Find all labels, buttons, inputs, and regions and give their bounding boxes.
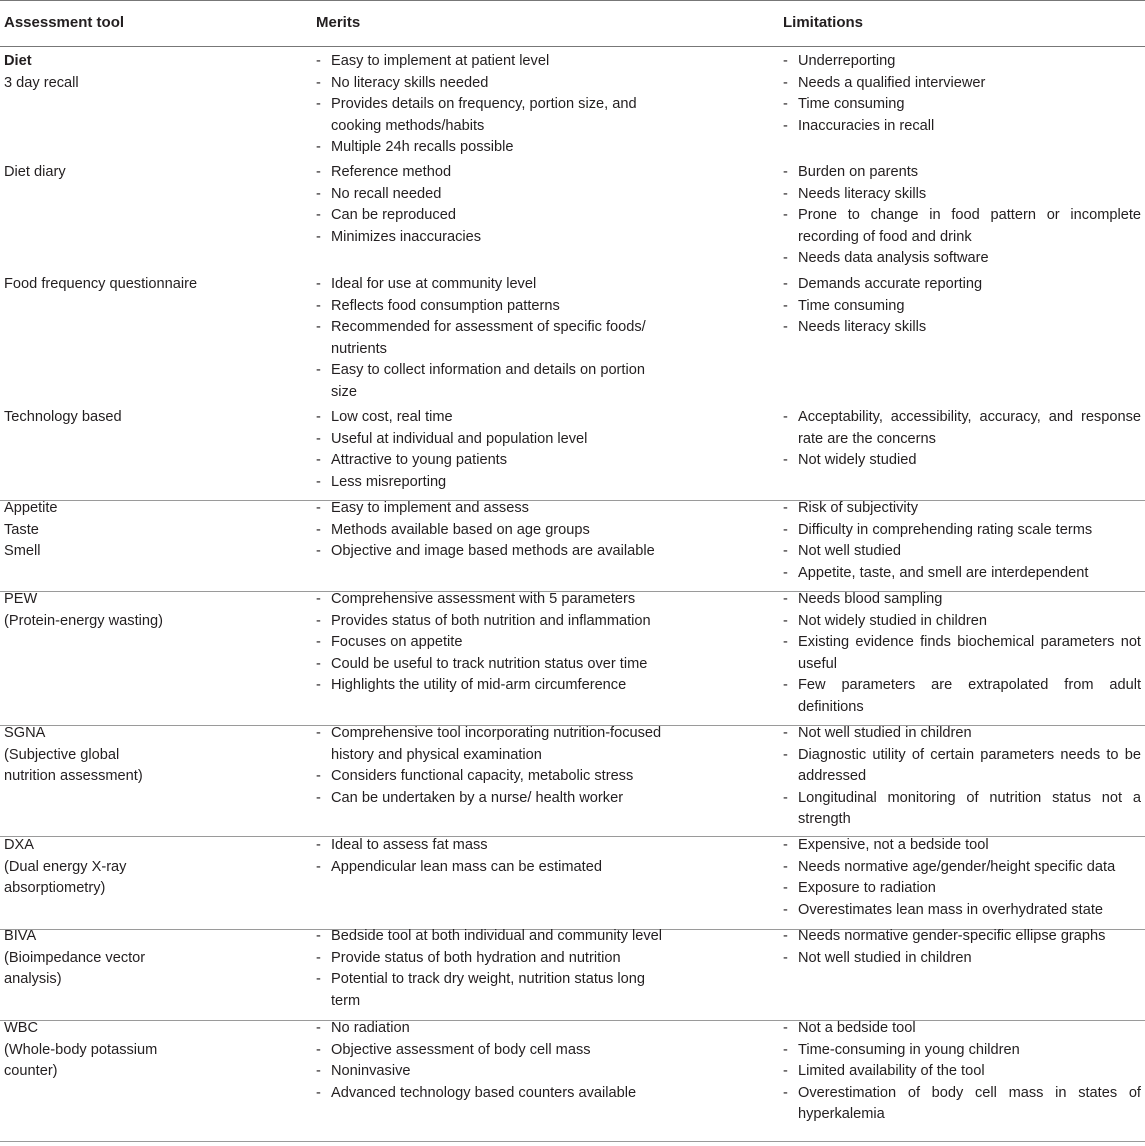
merit-item (316, 205, 672, 227)
bullet-dash: - (783, 837, 788, 853)
limitation-item (783, 51, 1141, 73)
table-row (0, 1018, 1145, 1142)
table-row (0, 51, 1145, 166)
limitation-item (783, 407, 1141, 450)
limitation-item-text: Few parameters are extrapolated from adult definitions (798, 677, 1141, 715)
bullet-dash: - (316, 207, 321, 223)
merit-item (316, 360, 672, 403)
limitation-item-text: Time consuming (798, 297, 905, 314)
merit-item (316, 632, 672, 654)
bullet-dash: - (783, 880, 788, 896)
tool-name: Diet diary (4, 164, 66, 180)
table-row (0, 589, 1145, 726)
bullet-dash: - (783, 207, 788, 223)
bullet-dash: - (783, 250, 788, 266)
limitations-cell (783, 274, 1141, 339)
bullet-dash: - (783, 74, 788, 91)
bullet-dash: - (316, 319, 321, 335)
merit-item-text: Provide status of both hydration and nutrition (331, 949, 621, 966)
bullet-dash: - (316, 1041, 321, 1058)
bullet-dash: - (316, 768, 321, 784)
limitation-item (783, 317, 1141, 339)
merit-item (316, 317, 672, 360)
merit-item-text: Easy to collect information and details on portion size (331, 362, 645, 400)
limitation-item-text: Exposure to radiation (798, 880, 936, 896)
bullet-dash: - (783, 858, 788, 875)
merit-item-text: Comprehensive tool incorporating nutrition-focused history and physical examination (331, 725, 662, 763)
tool-name: (Subjective global (4, 746, 120, 763)
limitation-item-text: Needs normative gender-specific ellipse graphs (798, 928, 1106, 944)
limitation-item (783, 857, 1141, 879)
limitation-item (783, 835, 1141, 857)
merit-item-text: Easy to implement and assess (331, 500, 529, 516)
limitation-item-text: Limited availability of the tool (798, 1063, 985, 1079)
bullet-dash: - (316, 1020, 321, 1036)
bullet-dash: - (783, 901, 788, 918)
limitation-item-text: Longitudinal monitoring of nutrition status not a strength (798, 789, 1141, 827)
table-row (0, 274, 1145, 410)
merit-item-text: Appendicular lean mass can be estimated (331, 858, 602, 875)
bullet-dash: - (783, 53, 788, 69)
limitation-item (783, 900, 1141, 922)
merit-item-text: Highlights the utility of mid-arm circumference (331, 677, 627, 693)
bullet-dash: - (783, 1063, 788, 1079)
bullet-dash: - (783, 634, 788, 650)
limitation-item (783, 1018, 1141, 1040)
bullet-dash: - (316, 1063, 321, 1079)
bullet-dash: - (316, 409, 321, 425)
limitation-item (783, 675, 1141, 718)
merit-item-text: Multiple 24h recalls possible (331, 139, 514, 155)
limitations-cell (783, 407, 1141, 472)
merit-item (316, 766, 672, 788)
bullet-dash: - (783, 564, 788, 581)
tool-name: (Dual energy X-ray (4, 858, 127, 875)
merit-item-text: Can be undertaken by a nurse/ health worker (331, 789, 624, 806)
bullet-dash: - (783, 117, 788, 134)
bullet-dash: - (783, 276, 788, 292)
merit-item-text: Attractive to young patients (331, 452, 508, 468)
merit-item-text: No recall needed (331, 185, 442, 202)
merits-cell (316, 1018, 672, 1104)
limitation-item-text: Existing evidence finds biochemical parameters not useful (798, 634, 1141, 672)
limitation-item-text: Appetite, taste, and smell are interdependent (798, 564, 1089, 581)
limitation-item (783, 73, 1141, 95)
bullet-dash: - (316, 928, 321, 944)
limitations-cell (783, 162, 1141, 270)
table-header (0, 0, 1145, 47)
merit-item (316, 723, 672, 766)
merits-cell (316, 835, 672, 878)
tool-name: (Bioimpedance vector (4, 949, 146, 966)
bullet-dash: - (316, 655, 321, 672)
limitation-item-text: Prone to change in food pattern or incomplete recording of food and drink (798, 207, 1141, 245)
merit-item-text: Low cost, real time (331, 409, 453, 425)
merit-item (316, 835, 672, 857)
merit-item-text: Easy to implement at patient level (331, 53, 550, 69)
limitation-item-text: Not widely studied in children (798, 612, 988, 629)
merit-item (316, 1061, 672, 1083)
limitation-item-text: Not a bedside tool (798, 1020, 916, 1036)
bullet-dash: - (783, 789, 788, 806)
bullet-dash: - (316, 612, 321, 629)
tool-cell (4, 926, 294, 991)
merit-item (316, 162, 672, 184)
merits-cell (316, 274, 672, 403)
merits-cell (316, 162, 672, 248)
merit-item-text: Reference method (331, 164, 452, 180)
table-row (0, 926, 1145, 1021)
merit-item (316, 857, 672, 879)
limitation-item-text: Risk of subjectivity (798, 500, 919, 516)
merit-item-text: Provides details on frequency, portion size, and cooking methods/habits (331, 96, 637, 134)
merits-cell (316, 589, 672, 697)
bullet-dash: - (316, 96, 321, 112)
limitation-item (783, 520, 1141, 542)
merit-item-text: Methods available based on age groups (331, 521, 590, 538)
limitation-item (783, 162, 1141, 184)
limitations-cell (783, 835, 1141, 921)
merit-item-text: No radiation (331, 1020, 410, 1036)
merit-item (316, 296, 672, 318)
limitation-item-text: Needs blood sampling (798, 591, 943, 607)
limitations-cell (783, 723, 1141, 831)
tool-name: Smell (4, 543, 41, 559)
bullet-dash: - (316, 276, 321, 292)
limitation-item (783, 184, 1141, 206)
limitation-item (783, 1061, 1141, 1083)
bullet-dash: - (316, 185, 321, 202)
limitation-item-text: Needs a qualified interviewer (798, 74, 986, 91)
limitation-item-text: Expensive, not a bedside tool (798, 837, 989, 853)
limitation-item (783, 450, 1141, 472)
limitation-item (783, 632, 1141, 675)
bullet-dash: - (316, 139, 321, 155)
merits-cell (316, 51, 672, 159)
tool-name: (Whole-body potassium (4, 1041, 158, 1058)
limitation-item (783, 1083, 1141, 1126)
merit-item-text: Considers functional capacity, metabolic stress (331, 768, 634, 784)
merit-item (316, 227, 672, 249)
limitation-item (783, 1040, 1141, 1062)
tool-name: 3 day recall (4, 74, 79, 91)
table-row (0, 498, 1145, 592)
limitations-cell (783, 926, 1141, 969)
bullet-dash: - (316, 228, 321, 245)
merit-item-text: Recommended for assessment of specific foods/ nutrients (331, 319, 646, 357)
merit-item (316, 472, 672, 494)
merit-item (316, 1040, 672, 1062)
limitations-cell (783, 51, 1141, 137)
merit-item-text: Objective and image based methods are available (331, 543, 655, 559)
bullet-dash: - (783, 543, 788, 559)
merit-item (316, 589, 672, 611)
limitation-item-text: Acceptability, accessibility, accuracy, and response rate are the concerns (798, 409, 1141, 447)
merit-item (316, 948, 672, 970)
bullet-dash: - (316, 452, 321, 468)
limitation-item-text: Inaccuracies in recall (798, 117, 935, 134)
merit-item-text: Ideal to assess fat mass (331, 837, 488, 853)
limitation-item (783, 274, 1141, 296)
bullet-dash: - (783, 297, 788, 314)
tool-name: Diet (4, 53, 32, 69)
tool-cell (4, 274, 294, 296)
merit-item-text: Focuses on appetite (331, 634, 463, 650)
merit-item-text: Provides status of both nutrition and inflammation (331, 612, 651, 629)
tool-name: Taste (4, 521, 39, 538)
limitation-item-text: Overestimates lean mass in overhydrated state (798, 901, 1103, 918)
bullet-dash: - (783, 591, 788, 607)
bullet-dash: - (316, 500, 321, 516)
merit-item (316, 969, 672, 1012)
merit-item (316, 520, 672, 542)
table-row (0, 407, 1145, 501)
bullet-dash: - (783, 677, 788, 693)
limitation-item-text: Not well studied in children (798, 725, 972, 741)
bullet-dash: - (316, 362, 321, 378)
merit-item (316, 1018, 672, 1040)
bullet-dash: - (783, 96, 788, 112)
bullet-dash: - (316, 789, 321, 806)
limitation-item-text: Demands accurate reporting (798, 276, 983, 292)
header-assessment-tool: Assessment tool (4, 14, 125, 31)
merit-item-text: Useful at individual and population level (331, 430, 588, 447)
bullet-dash: - (783, 452, 788, 468)
limitation-item-text: Needs literacy skills (798, 185, 927, 202)
limitation-item (783, 611, 1141, 633)
bullet-dash: - (783, 409, 788, 425)
tool-name: analysis) (4, 971, 62, 987)
merit-item (316, 788, 672, 810)
merit-item-text: Ideal for use at community level (331, 276, 537, 292)
limitation-item (783, 788, 1141, 831)
merit-item (316, 274, 672, 296)
merit-item (316, 675, 672, 697)
limitation-item (783, 589, 1141, 611)
limitation-item-text: Difficulty in comprehending rating scale terms (798, 521, 1093, 538)
tool-cell (4, 589, 294, 632)
bullet-dash: - (316, 297, 321, 314)
bullet-dash: - (316, 949, 321, 966)
merit-item-text: Noninvasive (331, 1063, 411, 1079)
limitation-item (783, 563, 1141, 585)
limitations-cell (783, 589, 1141, 718)
limitation-item-text: Time consuming (798, 96, 905, 112)
tool-cell (4, 162, 294, 184)
limitation-item (783, 498, 1141, 520)
tool-cell (4, 407, 294, 429)
bullet-dash: - (783, 164, 788, 180)
tool-cell (4, 723, 294, 788)
bullet-dash: - (316, 634, 321, 650)
merit-item (316, 51, 672, 73)
merit-item (316, 654, 672, 676)
limitation-item (783, 878, 1141, 900)
merit-item-text: No literacy skills needed (331, 74, 489, 91)
table-row (0, 835, 1145, 930)
limitation-item-text: Burden on parents (798, 164, 919, 180)
merit-item-text: Comprehensive assessment with 5 parameters (331, 591, 636, 607)
bullet-dash: - (783, 725, 788, 741)
merits-cell (316, 498, 672, 563)
merit-item (316, 450, 672, 472)
bullet-dash: - (783, 949, 788, 966)
tool-cell (4, 498, 294, 563)
bullet-dash: - (783, 185, 788, 202)
bullet-dash: - (316, 53, 321, 69)
limitation-item-text: Needs literacy skills (798, 319, 927, 335)
limitation-item (783, 248, 1141, 270)
bullet-dash: - (783, 612, 788, 629)
limitation-item (783, 541, 1141, 563)
tool-name: Technology based (4, 409, 122, 425)
tool-name: Food frequency questionnaire (4, 276, 198, 292)
limitation-item (783, 723, 1141, 745)
bullet-dash: - (783, 928, 788, 944)
merit-item-text: Objective assessment of body cell mass (331, 1041, 591, 1058)
merit-item (316, 73, 672, 95)
merits-cell (316, 407, 672, 493)
header-limitations: Limitations (783, 14, 864, 31)
limitation-item-text: Overestimation of body cell mass in states of hyperkalemia (798, 1084, 1141, 1122)
merits-cell (316, 926, 672, 1012)
bullet-dash: - (316, 74, 321, 91)
merit-item (316, 94, 672, 137)
tool-name: PEW (4, 591, 38, 607)
merit-item (316, 184, 672, 206)
bullet-dash: - (316, 971, 321, 987)
bullet-dash: - (783, 319, 788, 335)
bullet-dash: - (316, 430, 321, 447)
limitation-item-text: Not well studied (798, 543, 902, 559)
table-row (0, 723, 1145, 837)
merit-item (316, 611, 672, 633)
tool-name: counter) (4, 1063, 58, 1079)
limitation-item (783, 205, 1141, 248)
tool-name: nutrition assessment) (4, 768, 143, 784)
merit-item (316, 137, 672, 159)
bullet-dash: - (783, 1020, 788, 1036)
bullet-dash: - (316, 521, 321, 538)
bullet-dash: - (316, 725, 321, 741)
limitation-item-text: Diagnostic utility of certain parameters needs to be addressed (798, 746, 1141, 784)
tool-cell (4, 51, 294, 94)
merit-item-text: Reflects food consumption patterns (331, 297, 560, 314)
tool-name: SGNA (4, 725, 46, 741)
merit-item-text: Bedside tool at both individual and community level (331, 928, 662, 944)
tool-name: Appetite (4, 500, 58, 516)
limitation-item-text: Needs data analysis software (798, 250, 989, 266)
table-row (0, 162, 1145, 277)
limitation-item (783, 926, 1141, 948)
merit-item-text: Minimizes inaccuracies (331, 228, 482, 245)
merit-item-text: Can be reproduced (331, 207, 456, 223)
limitation-item (783, 948, 1141, 970)
bullet-dash: - (316, 591, 321, 607)
bullet-dash: - (316, 858, 321, 875)
limitation-item-text: Not widely studied (798, 452, 917, 468)
limitation-item (783, 745, 1141, 788)
merit-item (316, 1083, 672, 1105)
tool-cell (4, 835, 294, 900)
tool-name: (Protein-energy wasting) (4, 612, 163, 629)
bullet-dash: - (783, 500, 788, 516)
merit-item (316, 926, 672, 948)
merit-item (316, 429, 672, 451)
limitation-item-text: Not well studied in children (798, 949, 972, 966)
bullet-dash: - (316, 164, 321, 180)
limitation-item-text: Time-consuming in young children (798, 1041, 1020, 1058)
bullet-dash: - (316, 543, 321, 559)
limitation-item-text: Underreporting (798, 53, 896, 69)
merit-item (316, 498, 672, 520)
limitation-item-text: Needs normative age/gender/height specific data (798, 858, 1116, 875)
tool-name: DXA (4, 837, 35, 853)
header-merits: Merits (316, 14, 361, 31)
tool-name: WBC (4, 1020, 39, 1036)
merit-item (316, 407, 672, 429)
merit-item-text: Potential to track dry weight, nutrition status long term (331, 971, 645, 1009)
limitation-item (783, 116, 1141, 138)
bullet-dash: - (316, 677, 321, 693)
bullet-dash: - (316, 837, 321, 853)
tool-cell (4, 1018, 294, 1083)
bullet-dash: - (316, 1084, 321, 1101)
merits-cell (316, 723, 672, 809)
limitation-item (783, 296, 1141, 318)
tool-name: BIVA (4, 928, 37, 944)
limitations-cell (783, 498, 1141, 584)
merit-item-text: Could be useful to track nutrition status over time (331, 655, 648, 672)
bullet-dash: - (783, 1084, 788, 1101)
merit-item-text: Less misreporting (331, 473, 447, 490)
tool-name: absorptiometry) (4, 880, 106, 896)
bullet-dash: - (316, 473, 321, 490)
merit-item-text: Advanced technology based counters available (331, 1084, 637, 1101)
merit-item (316, 541, 672, 563)
limitations-cell (783, 1018, 1141, 1126)
bullet-dash: - (783, 746, 788, 763)
limitation-item (783, 94, 1141, 116)
bullet-dash: - (783, 1041, 788, 1058)
bullet-dash: - (783, 521, 788, 538)
